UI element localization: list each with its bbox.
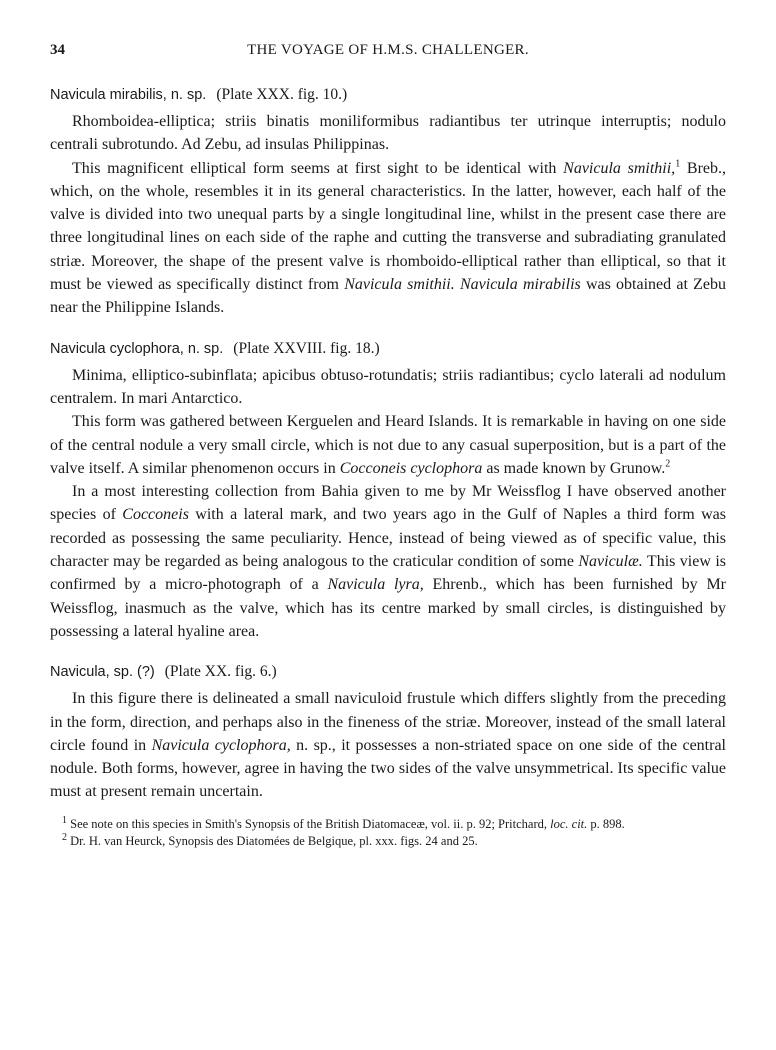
italic-text: Cocconeis: [122, 506, 189, 524]
page-number: 34: [50, 42, 65, 58]
paragraph: In a most interesting collection from Bahia given to me by Mr Weissflog I have observed another species of Cocconeis with a lateral mark, and two years ago in the Gulf of Naples a third form was recorded as possessing the same peculiarity. Hence, instead of being viewed as of specific value, this character may be regarded as being analogous to the craticular condition of some Naviculæ. This view is confirmed by a micro-photograph of a Navicula lyra, Ehrenb., which has been furnished by Mr Weissflog, inasmuch as the valve, which has its centre marked by small circles, is distinguished by possessing a lateral hyaline area.: [50, 483, 727, 640]
paragraph: Minima, elliptico-subinflata; apicibus obtuso-rotundatis; striis radiantibus; cyclo laterali ad nodulum centralem. In mari Antarctico.: [50, 366, 726, 407]
section-heading: [50, 84, 726, 106]
italic-text: Naviculæ.: [578, 553, 643, 571]
plate-reference: (Plate XXX. fig. 10.): [216, 86, 348, 103]
taxon-name: Navicula cyclophora, n. sp.: [50, 340, 224, 357]
footnote: $^2$ Dr. H. van Heurck, Synopsis des Diatomées de Belgique, pl. xxx. figs. 24 and 25.: [62, 831, 478, 848]
plate-reference: (Plate XXVIII. fig. 18.): [233, 339, 380, 357]
footnote-marker: 1: [62, 814, 67, 826]
italic-text: Navicula smithii.: [344, 276, 455, 294]
italic-text: Navicula smithii,: [563, 159, 676, 177]
italic-text: Navicula lyra,: [327, 576, 424, 594]
taxon-name: Navicula, sp. (?): [50, 664, 155, 681]
section-heading: [50, 338, 726, 360]
paragraph: This magnificent elliptical form seems at first sight to be identical with Navicula smithii,$^1$ Breb., which, on the whole, resembles it in its general characteristics. In the latter, however, each half of the valve is divided into two unequal parts by a single longitudinal line, whilst in the present case there are three longitudinal lines on each side of the raphe and cutting the transverse and subradiating granulated striæ. Moreover, the shape of the present valve is rhomboido-elliptical rather than elliptical, so that it must be viewed as specifically distinct from Navicula smithii. Navicula mirabilis was obtained at Zebu near the Philippine Islands.: [50, 158, 727, 317]
footnote-marker: 2: [62, 831, 67, 843]
page-header: [50, 42, 726, 64]
paragraph: This form was gathered between Kerguelen and Heard Islands. It is remarkable in having on one side of the central nodule a very small circle, which is not due to any casual superposition, but is a part of the valve itself. A similar phenomenon occurs in Cocconeis cyclophora as made known by Grunow.$^2$: [50, 413, 726, 477]
footnote-marker: 1: [675, 158, 681, 170]
italic-text: Cocconeis cyclophora: [339, 459, 483, 477]
section-navicula-cyclophora: [50, 338, 726, 644]
paragraph: Rhomboidea-elliptica; striis binatis moniliformibus radiantibus ter utrinque interruptis; nodulo centrali subrotundo. Ad Zebu, ad insulas Philippinas.: [50, 113, 726, 154]
plate-reference: (Plate XX. fig. 6.): [164, 663, 277, 681]
running-title: THE VOYAGE OF H.M.S. CHALLENGER.: [247, 42, 529, 58]
italic-text: loc. cit.: [550, 816, 588, 831]
italic-text: Navicula cyclophora,: [151, 736, 291, 754]
footnote-marker: 2: [665, 458, 671, 470]
section-navicula-sp: [50, 661, 726, 803]
footnotes: [50, 816, 726, 850]
taxon-name: Navicula mirabilis, n. sp.: [50, 87, 207, 103]
section-navicula-mirabilis: [50, 84, 726, 320]
footnote: $^1$ See note on this species in Smith's Synopsis of the British Diatomaceæ, vol. ii. p. 92; Pritchard, loc. cit. p. 898.: [62, 814, 625, 831]
section-heading: [50, 661, 726, 683]
paragraph: In this figure there is delineated a small naviculoid frustule which differs slightly from the preceding in the form, direction, and perhaps also in the fineness of the striæ. Moreover, instead of the small lateral circle found in Navicula cyclophora, n. sp., it possesses a non-striated space on one side of the central nodule. Both forms, however, agree in having the two sides of the valve unsymmetrical. Its specific value must at present remain uncertain.: [50, 690, 726, 801]
italic-text: Navicula mirabilis: [459, 276, 581, 294]
